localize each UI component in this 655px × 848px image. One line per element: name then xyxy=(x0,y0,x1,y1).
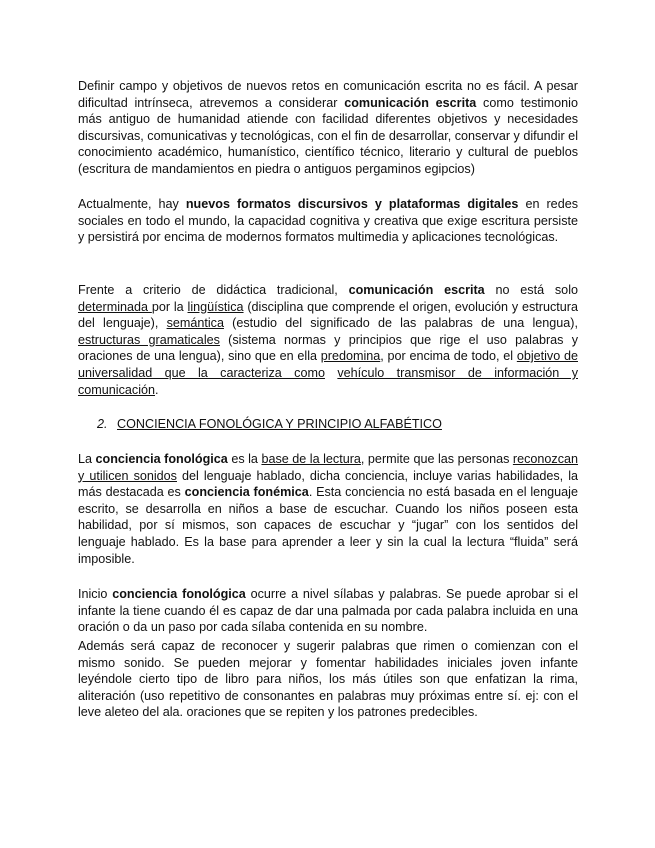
bold-term: comunicación escrita xyxy=(344,95,477,110)
bold-term: conciencia fonológica xyxy=(112,587,246,601)
section-heading xyxy=(97,416,577,433)
underlined-term: estructuras gramaticales xyxy=(78,332,220,347)
paragraph-formats xyxy=(78,196,578,246)
text-run: Frente a criterio de didáctica tradicional, xyxy=(78,283,349,297)
paragraph-phonological xyxy=(78,451,578,567)
text-run: como testimonio más antiguo de humanidad atiende con facilidad diferentes objetivos y necesidades discursivas, comunicativas y tecnológicas, con el fin de desarrollar, conservar y difundir el conocimiento académico, humanístico, científico técnico, literario y cultural de pueblos (escritura de mandamientos en piedra o antiguos pergaminos egipcios) xyxy=(78,95,578,176)
underlined-term: predomina xyxy=(320,349,381,364)
underlined-term: vehículo transmisor de información y comunicación xyxy=(78,365,578,397)
bold-term: conciencia fonémica xyxy=(184,485,309,500)
text-run: en redes sociales en todo el mundo, la capacidad cognitiva y creativa que exige escritura persiste y persistirá por encima de modernos formatos multimedia y aplicaciones tecnológicas. xyxy=(78,197,578,245)
text-run: Además será capaz de reconocer y sugerir palabras que rimen o comienzan con el mismo sonido. Se pueden mejorar y fomentar habilidades iniciales joven infante leyéndole cierto tipo de libro para niños, los más útiles son que enfatizan la rima, aliteración (uso repetitivo de consonantes en palabras muy próximas entre sí. ej: con el leve aleteo del ala. oraciones que se repiten y los patrones predecibles. xyxy=(78,639,578,720)
section-number: 2. xyxy=(97,417,108,431)
text-run xyxy=(325,366,337,380)
underlined-term: base de la lectura xyxy=(261,452,361,466)
text-run: ocurre a nivel sílabas y palabras. Se puede aprobar si el infante la tiene cuando él es capaz de dar una palmada por cada palabra incluida en una oración o da un paso por cada sílaba contenida en su nombre. xyxy=(78,587,579,635)
text-run: del lenguaje hablado, dicha conciencia, incluye varias habilidades, la más destacada es xyxy=(78,468,578,500)
text-run: , por encima de todo, el xyxy=(380,349,517,364)
paragraph-start xyxy=(78,586,578,636)
underlined-term: objetivo de universalidad que la caracteriza como xyxy=(78,349,578,380)
text-run: (disciplina que comprende el origen, evolución y estructura del lenguaje), xyxy=(78,299,578,331)
underlined-term: determinada xyxy=(78,299,152,314)
text-run: no está solo xyxy=(484,283,578,297)
underlined-term: reconozcan y utilicen sonidos xyxy=(78,452,579,483)
paragraph-rhymes xyxy=(78,638,578,721)
underlined-term: lingüística xyxy=(187,299,244,314)
text-run: . xyxy=(155,382,159,397)
section-title: CONCIENCIA FONOLÓGICA Y PRINCIPIO ALFABÉTICO xyxy=(117,417,442,431)
text-run: por la xyxy=(151,299,188,314)
text-run: Definir campo y objetivos de nuevos retos en comunicación escrita no es fácil. A pesar dificultad intrínseca, atrevemos a considerar xyxy=(78,79,578,110)
text-run: La xyxy=(78,452,96,466)
bold-term: conciencia fonológica xyxy=(95,452,228,466)
text-run: . Esta conciencia no está basada en el lenguaje escrito, se desarrolla en niños a base de escuchar. Cuando los niños poseen esta habilidad, por sí mismos, son capaces de escuchar y “jugar” con los sentidos del lenguaje hablado. Es la base para aprender a leer y sin la cual la lectura “fluida” será imposible. xyxy=(78,485,578,566)
text-run: es la xyxy=(227,452,262,466)
bold-term: nuevos formatos discursivos y plataformas digitales xyxy=(185,197,519,211)
paragraph-didactics xyxy=(78,282,578,398)
text-run: Actualmente, hay xyxy=(78,197,186,211)
text-run: (sistema normas y principios que rige el uso palabras y oraciones de una lengua), sino que en ella xyxy=(78,332,578,364)
paragraph-intro xyxy=(78,78,578,178)
bold-term: comunicación escrita xyxy=(348,283,485,297)
underlined-term: semántica xyxy=(166,316,224,331)
text-run: Inicio xyxy=(78,587,113,601)
text-run: , permite que las personas xyxy=(360,452,513,466)
text-run: (estudio del significado de las palabras de una lengua), xyxy=(223,316,578,331)
